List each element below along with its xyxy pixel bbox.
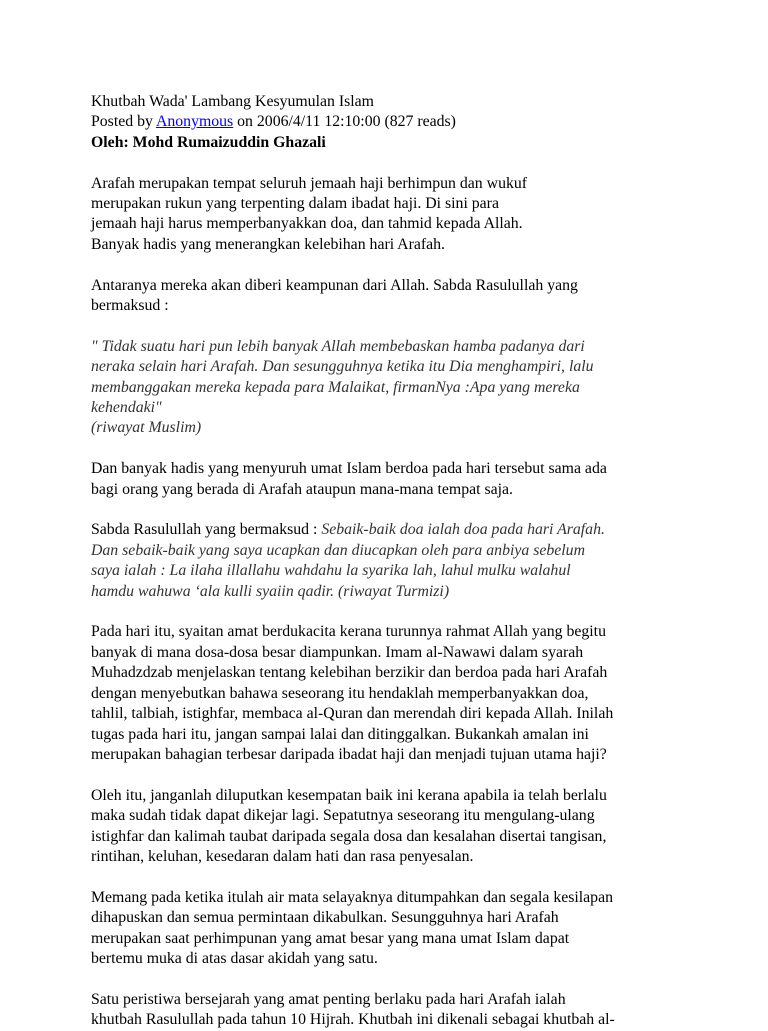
posted-on-text: on 2006/4/11 12:10:00 (827 reads)	[233, 113, 456, 131]
text-line: Pada hari itu, syaitan amat berdukacita kerana turunnya rahmat Allah yang begitu	[91, 623, 606, 641]
paragraph-2	[91, 276, 691, 317]
paragraph-3	[91, 459, 691, 500]
quote-line: " Tidak suatu hari pun lebih banyak Allah membebaskan hamba padanya dari	[91, 337, 585, 355]
text-line: khutbah Rasulullah pada tahun 10 Hijrah. Khutbah ini dikenali sebagai khutbah al-	[91, 1011, 615, 1029]
quote-line: Dan sebaik-baik yang saya ucapkan dan diucapkan oleh para anbiya sebelum	[91, 541, 585, 559]
text-line: Memang pada ketika itulah air mata selayaknya ditumpahkan dan segala kesilapan	[91, 888, 613, 906]
text-line: Muhadzdzab menjelaskan tentang kelebihan berzikir dan berdoa pada hari Arafah	[91, 664, 608, 682]
text-line: tahlil, talbiah, istighfar, membaca al-Quran dan merendah diri kepada Allah. Inilah	[91, 705, 614, 723]
paragraph-7	[91, 888, 691, 970]
spacer	[91, 602, 691, 622]
spacer	[91, 867, 691, 887]
text-line: merupakan saat perhimpunan yang amat besar yang mana umat Islam dapat	[91, 929, 570, 947]
text-line: merupakan bahagian terbesar daripada ibadat haji dan menjadi tujuan utama haji?	[91, 745, 607, 763]
spacer	[91, 969, 691, 989]
para4-lead: Sabda Rasulullah yang bermaksud :	[91, 521, 322, 539]
article-title: Khutbah Wada' Lambang Kesyumulan Islam	[91, 93, 374, 110]
text-line: tugas pada hari itu, jangan sampai lalai dan ditinggalkan. Bukankah amalan ini	[91, 725, 589, 743]
text-line: Satu peristiwa bersejarah yang amat penting berlaku pada hari Arafah ialah	[91, 990, 566, 1008]
text-line: jemaah haji harus memperbanyakkan doa, dan tahmid kepada Allah.	[91, 215, 523, 233]
paragraph-8	[91, 990, 691, 1031]
byline: Oleh: Mohd Rumaizuddin Ghazali	[91, 133, 326, 151]
para4-quote-start: Sebaik-baik doa ialah doa pada hari Arafah.	[321, 521, 605, 539]
spacer	[91, 255, 691, 275]
article-page	[91, 92, 691, 1031]
text-line: istighfar dan kalimah taubat daripada segala dosa dan kesalahan disertai tangisan,	[91, 827, 607, 845]
text-line: banyak di mana dosa-dosa besar diampunkan. Imam al-Nawawi dalam syarah	[91, 643, 584, 661]
paragraph-6	[91, 786, 691, 868]
quote-line: neraka selain hari Arafah. Dan sesungguhnya ketika itu Dia menghampiri, lalu	[91, 358, 594, 376]
spacer	[91, 153, 691, 173]
hadith-quote-1	[91, 337, 691, 439]
spacer	[91, 500, 691, 520]
spacer	[91, 765, 691, 785]
text-line: dengan menyebutkan bahawa seseorang itu hendaklah memperbanyakkan doa,	[91, 684, 589, 702]
text-line: Banyak hadis yang menerangkan kelebihan hari Arafah.	[91, 235, 445, 253]
spacer	[91, 439, 691, 459]
quote-source: (riwayat Muslim)	[91, 419, 202, 437]
text-line: rintihan, keluhan, kesedaran dalam hati dan rasa penyesalan.	[91, 847, 474, 865]
text-line: bertemu muka di atas dasar akidah yang satu.	[91, 949, 378, 967]
quote-line: kehendaki"	[91, 399, 162, 417]
quote-line: hamdu wahuwa ‘ala kulli syaiin qadir. (riwayat Turmizi)	[91, 582, 450, 600]
posted-by-prefix: Posted by	[91, 113, 156, 131]
text-line: bermaksud :	[91, 297, 169, 315]
spacer	[91, 316, 691, 336]
text-line: Arafah merupakan tempat seluruh jemaah haji berhimpun dan wukuf	[91, 174, 528, 192]
text-line: merupakan rukun yang terpenting dalam ibadat haji. Di sini para	[91, 195, 499, 213]
text-line: Antaranya mereka akan diberi keampunan dari Allah. Sabda Rasulullah yang	[91, 276, 578, 294]
quote-line: saya ialah : La ilaha illallahu wahdahu la syarika lah, lahul mulku walahul	[91, 562, 571, 580]
post-meta	[91, 112, 691, 132]
text-line: Dan banyak hadis yang menyuruh umat Islam berdoa pada hari tersebut sama ada	[91, 460, 607, 478]
text-line: Oleh itu, janganlah diluputkan kesempatan baik ini kerana apabila ia telah berlalu	[91, 786, 607, 804]
quote-line: membanggakan mereka kepada para Malaikat, firmanNya :Apa yang mereka	[91, 378, 580, 396]
author-link[interactable]: Anonymous	[155, 113, 234, 131]
paragraph-5	[91, 622, 691, 765]
text-line: bagi orang yang berada di Arafah ataupun mana-mana tempat saja.	[91, 480, 513, 498]
text-line: dihapuskan dan semua permintaan dikabulkan. Sesungguhnya hari Arafah	[91, 909, 559, 927]
paragraph-4	[91, 520, 691, 602]
paragraph-1	[91, 174, 691, 256]
text-line	[91, 520, 691, 540]
text-line: maka sudah tidak dapat dikejar lagi. Sepatutnya seseorang itu mengulang-ulang	[91, 807, 595, 825]
